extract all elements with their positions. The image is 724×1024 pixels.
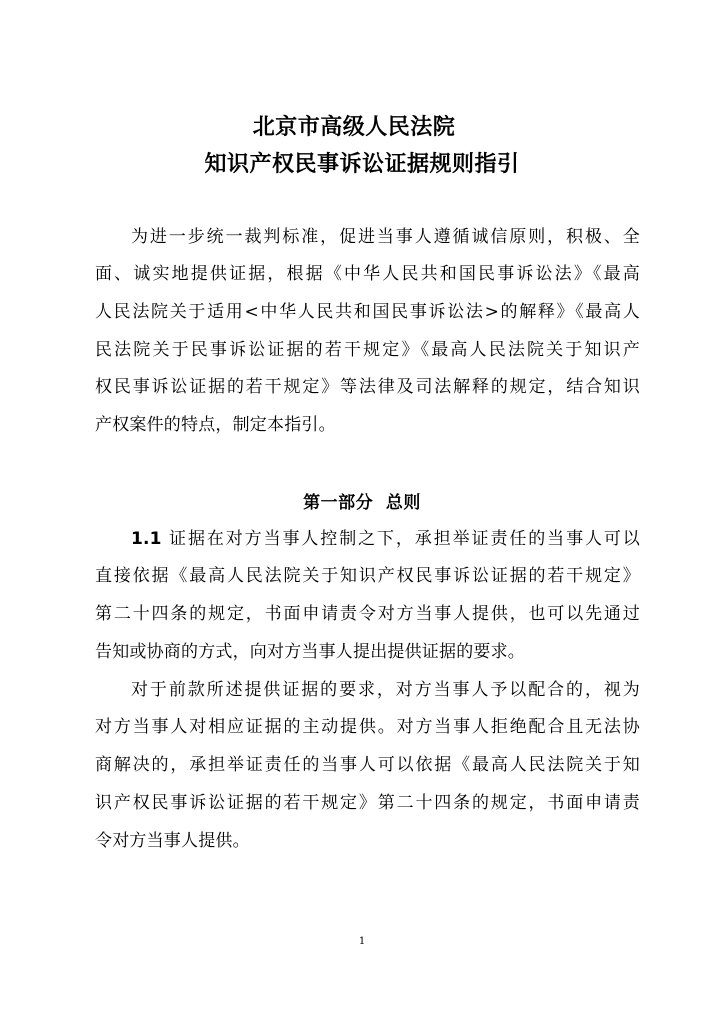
article-1-1-first-line: [131, 527, 640, 551]
preamble-line: 权民事诉讼证据的若干规定》等法律及司法解释的规定，结合知识: [95, 377, 640, 397]
article-line: 第二十四条的规定，书面申请责令对方当事人提供，也可以先通过: [95, 604, 640, 624]
article-line: 告知或协商的方式，向对方当事人提出提供证据的要求。: [95, 642, 525, 662]
article-number: 1.1: [131, 529, 162, 549]
paragraph-line: 商解决的，承担举证责任的当事人可以依据《最高人民法院关于知: [95, 755, 640, 775]
preamble-line: 产权案件的特点，制定本指引。: [95, 415, 336, 435]
page-number: 1: [358, 936, 366, 947]
preamble-line: 民法院关于民事诉讼证据的若干规定》《最高人民法院关于知识产: [95, 340, 640, 360]
preamble-line: 为进一步统一裁判标准，促进当事人遵循诚信原则，积极、全: [131, 227, 640, 247]
preamble-line: 人民法院关于适用<中华人民共和国民事诉讼法>的解释》《最高人: [95, 302, 640, 322]
paragraph-line: 对于前款所述提供证据的要求，对方当事人予以配合的，视为: [131, 680, 640, 700]
document-title-court: 北京市高级人民法院: [252, 115, 456, 140]
section-heading: 第一部分 总则: [303, 493, 421, 513]
preamble-line: 面、诚实地提供证据，根据《中华人民共和国民事诉讼法》《最高: [95, 264, 640, 284]
paragraph-line: 令对方当事人提供。: [95, 831, 250, 851]
article-1-1-text: 证据在对方当事人控制之下，承担举证责任的当事人可以: [169, 529, 640, 549]
document-title-guideline: 知识产权民事诉讼证据规则指引: [204, 152, 520, 177]
paragraph-line: 对方当事人对相应证据的主动提供。对方当事人拒绝配合且无法协: [95, 717, 640, 737]
article-line: 直接依据《最高人民法院关于知识产权民事诉讼证据的若干规定》: [95, 566, 640, 586]
paragraph-line: 识产权民事诉讼证据的若干规定》第二十四条的规定，书面申请责: [95, 793, 640, 813]
